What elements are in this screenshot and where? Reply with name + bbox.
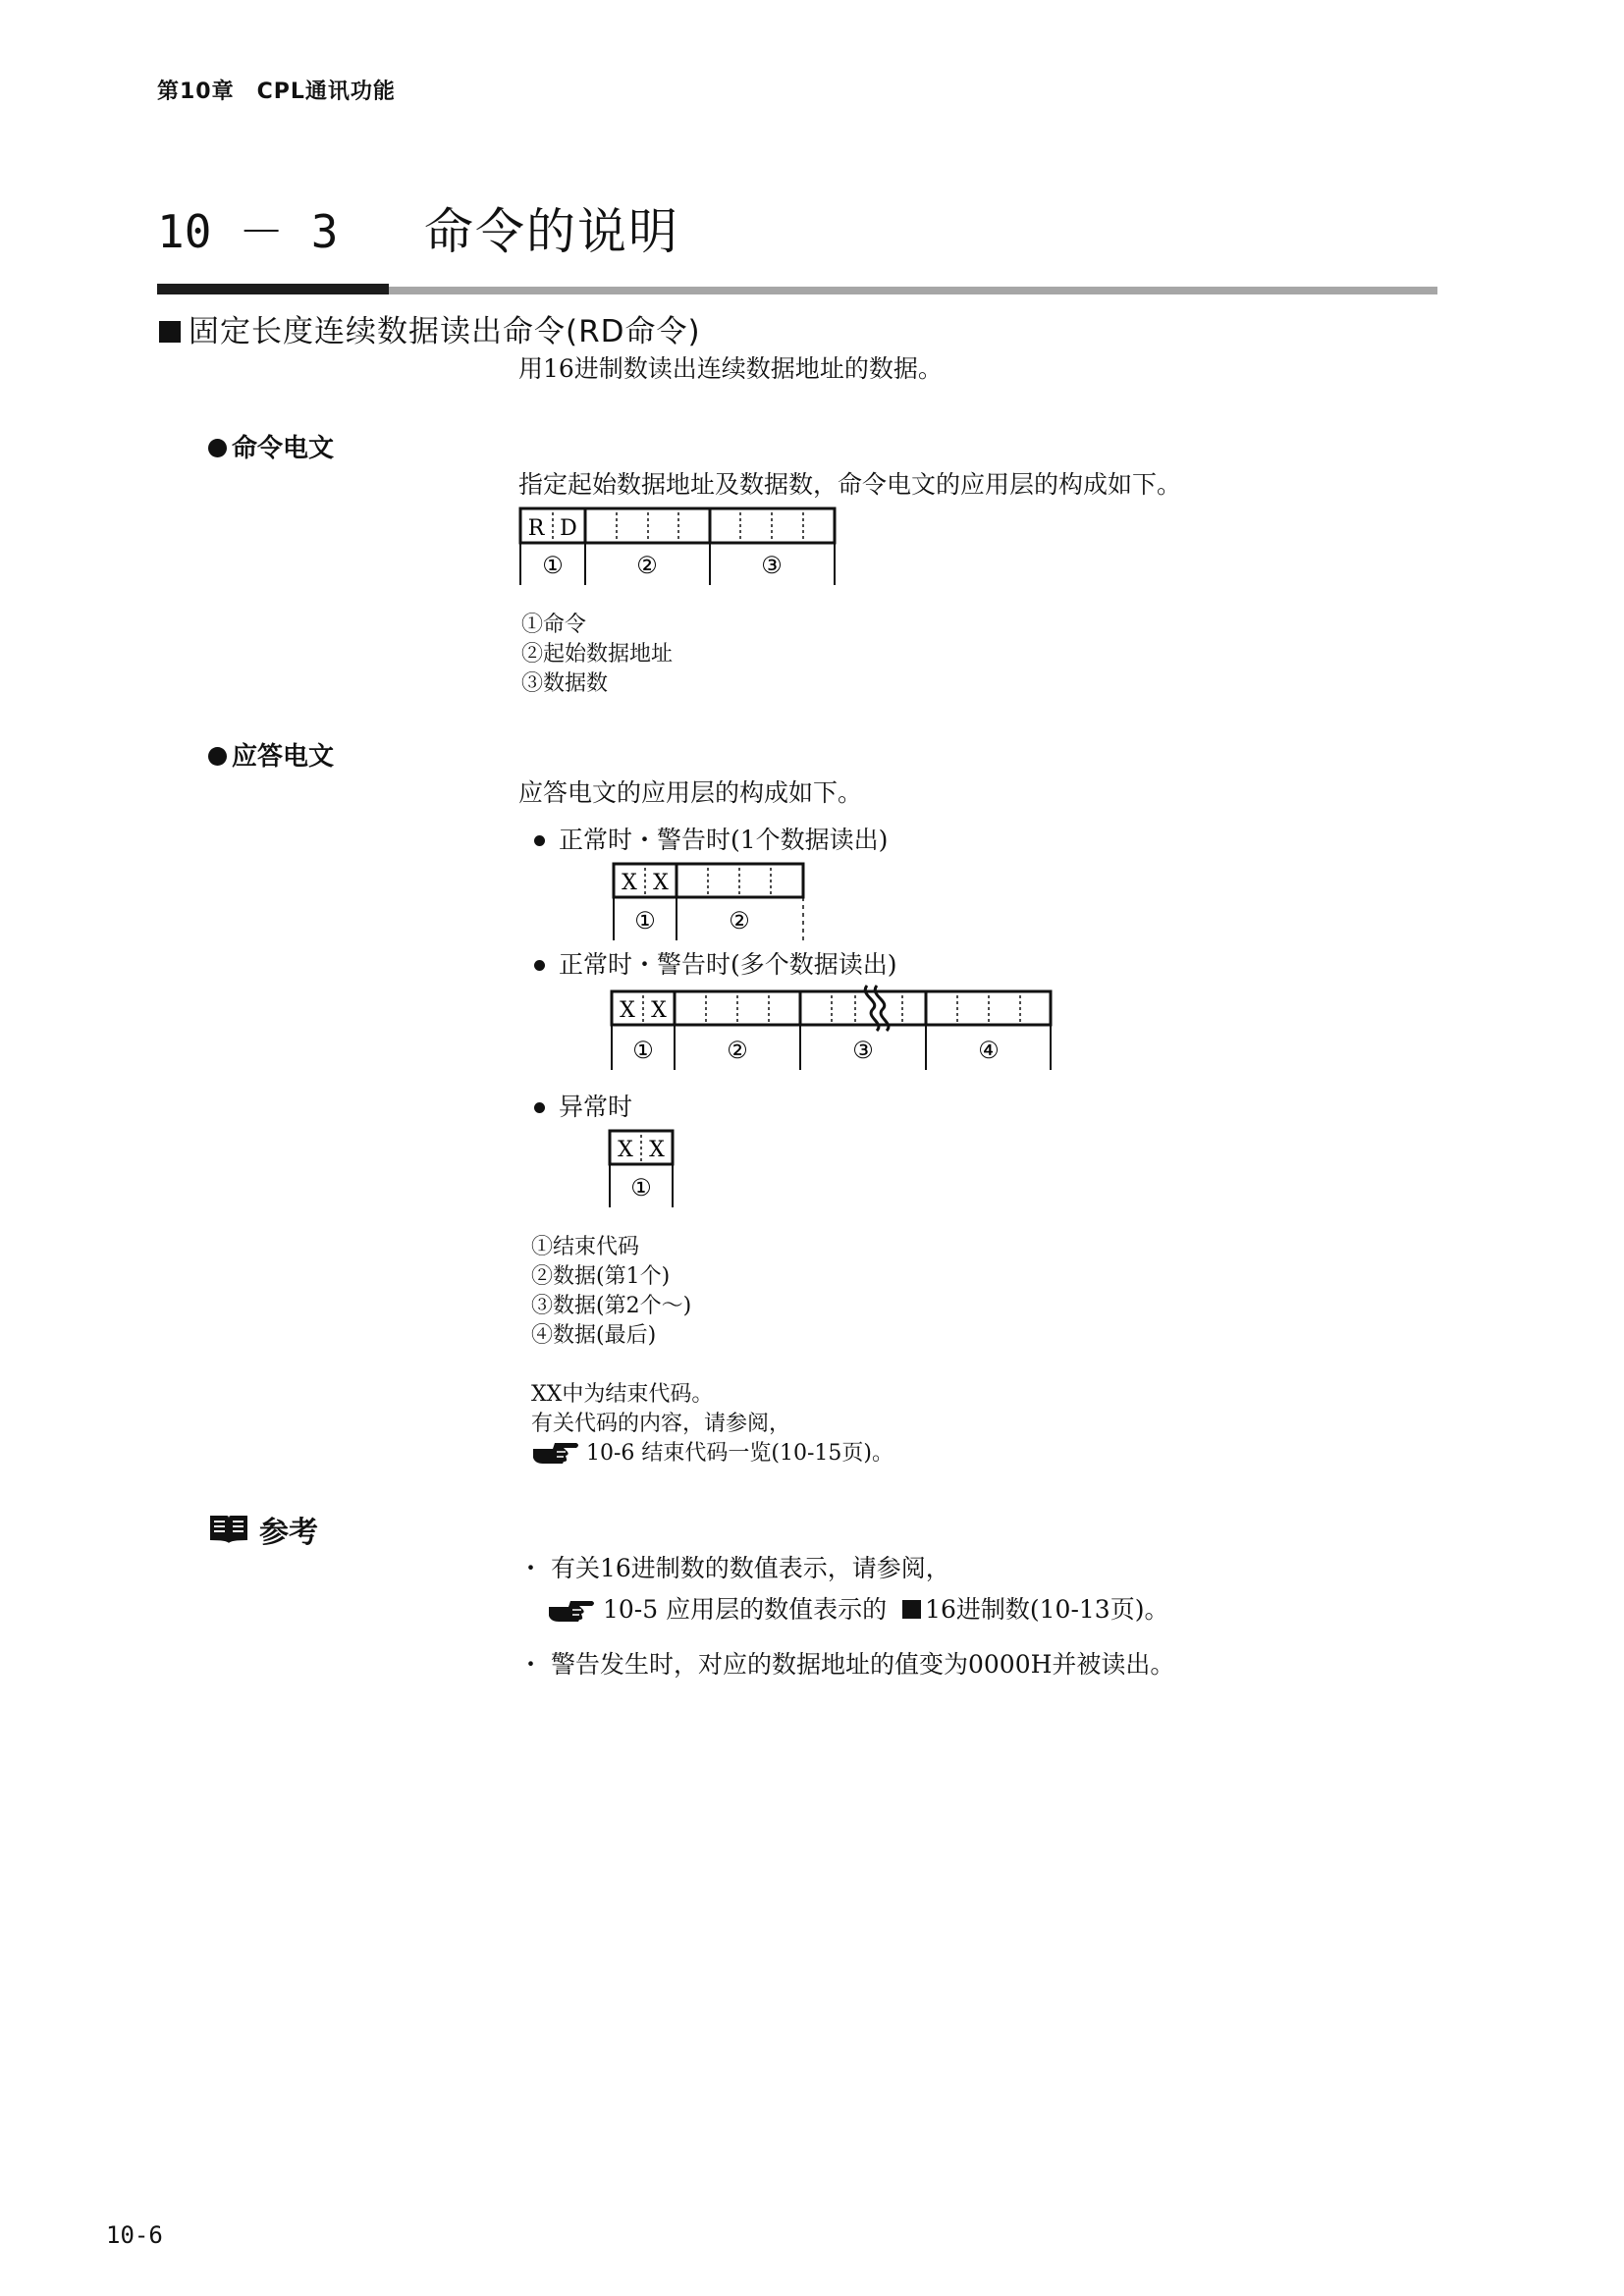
square-bullet-icon [159, 321, 181, 343]
response-legend [531, 1233, 691, 1351]
reference-item-1-ref [546, 1590, 1168, 1629]
frame-label-2: ② [729, 907, 750, 934]
dot-bullet-icon [208, 439, 227, 457]
command-msg-heading [208, 428, 334, 464]
command-msg-heading-text: 命令电文 [232, 434, 335, 463]
frame-char-d: D [560, 516, 577, 541]
reference-item-1-text: 有关16进制数的数值表示，请参阅， [550, 1554, 950, 1582]
response-single-frame [612, 862, 808, 944]
frame-char-x: X [618, 1138, 633, 1162]
section-title: 命令的说明 [424, 203, 679, 260]
frame-label-2: ② [727, 1037, 748, 1064]
legend-item: ①结束代码 [531, 1235, 640, 1259]
note-line: 有关代码的内容，请参阅， [531, 1412, 791, 1436]
reference-ref-prefix: 10-5 应用层的数值表示的 [603, 1595, 888, 1624]
frame-label-3: ③ [852, 1037, 874, 1064]
command-msg-intro: 指定起始数据地址及数据数，命令电文的应用层的构成如下。 [518, 470, 1182, 499]
legend-item: ①命令 [521, 613, 587, 637]
frame-label-4: ④ [978, 1037, 1000, 1064]
reference-item-2-text: 警告发生时，对应的数据地址的值变为0000H并被读出。 [550, 1650, 1175, 1679]
subsection-description: 用16进制数读出连续数据地址的数据。 [518, 354, 943, 383]
note-line: XX中为结束代码。 [531, 1382, 714, 1407]
case-error [534, 1088, 632, 1123]
note-line-ref [531, 1439, 893, 1474]
case-error-text: 异常时 [559, 1093, 633, 1121]
reference-item-1 [518, 1549, 950, 1584]
middle-dot-bullet: ・ [518, 1650, 544, 1679]
bullet-icon [534, 835, 545, 846]
response-multi-frame [610, 989, 1061, 1074]
reference-heading-text: 参考 [259, 1516, 318, 1550]
middle-dot-bullet: ・ [518, 1554, 544, 1582]
command-frame-diagram [518, 507, 842, 589]
dot-bullet-icon [208, 747, 227, 766]
heading-rule-dark [157, 284, 389, 294]
command-legend [521, 611, 673, 699]
legend-item: ④数据(最后) [531, 1323, 657, 1348]
subsection-title-text: 固定长度连续数据读出命令(RD命令) [189, 314, 701, 349]
case-multi [534, 945, 897, 981]
response-error-frame [608, 1129, 682, 1211]
frame-char-x: X [651, 998, 667, 1023]
heading-rule-gray [389, 287, 1437, 294]
square-bullet-icon [902, 1600, 921, 1619]
case-single-text: 正常时・警告时(1个数据读出) [559, 826, 889, 854]
case-multi-text: 正常时・警告时(多个数据读出) [559, 950, 897, 979]
reference-item-2 [518, 1645, 1174, 1681]
note-ref-text: 10-6 结束代码一览(10-15页)。 [586, 1441, 894, 1466]
frame-char-x: X [653, 871, 669, 895]
legend-item: ③数据(第2个～) [531, 1294, 692, 1318]
response-notes [531, 1380, 893, 1474]
section-number: 10 － 3 [157, 205, 339, 258]
frame-label-1: ① [630, 1174, 652, 1201]
frame-label-1: ① [542, 552, 564, 579]
pointing-hand-icon [546, 1598, 597, 1629]
legend-item: ②数据(第1个) [531, 1264, 671, 1289]
response-msg-heading [208, 736, 334, 773]
frame-char-x: X [620, 998, 635, 1023]
response-msg-heading-text: 应答电文 [232, 742, 335, 772]
case-single [534, 821, 888, 856]
reference-heading [208, 1508, 318, 1554]
frame-label-3: ③ [761, 552, 783, 579]
pointing-hand-icon [531, 1440, 580, 1474]
chapter-header: 第10章 CPL通讯功能 [157, 80, 396, 104]
frame-char-x: X [649, 1138, 665, 1162]
reference-ref-suffix: 16进制数(10-13页)。 [925, 1595, 1169, 1624]
page-number: 10-6 [106, 2221, 163, 2249]
book-icon [208, 1513, 249, 1554]
bullet-icon [534, 960, 545, 971]
frame-char-x: X [622, 871, 637, 895]
frame-char-r: R [527, 516, 545, 541]
legend-item: ③数据数 [521, 671, 609, 696]
response-msg-intro: 应答电文的应用层的构成如下。 [518, 778, 863, 807]
legend-item: ②起始数据地址 [521, 642, 674, 667]
frame-label-1: ① [634, 907, 656, 934]
frame-label-1: ① [632, 1037, 654, 1064]
frame-label-2: ② [636, 552, 658, 579]
subsection-title [159, 306, 701, 350]
bullet-icon [534, 1102, 545, 1113]
